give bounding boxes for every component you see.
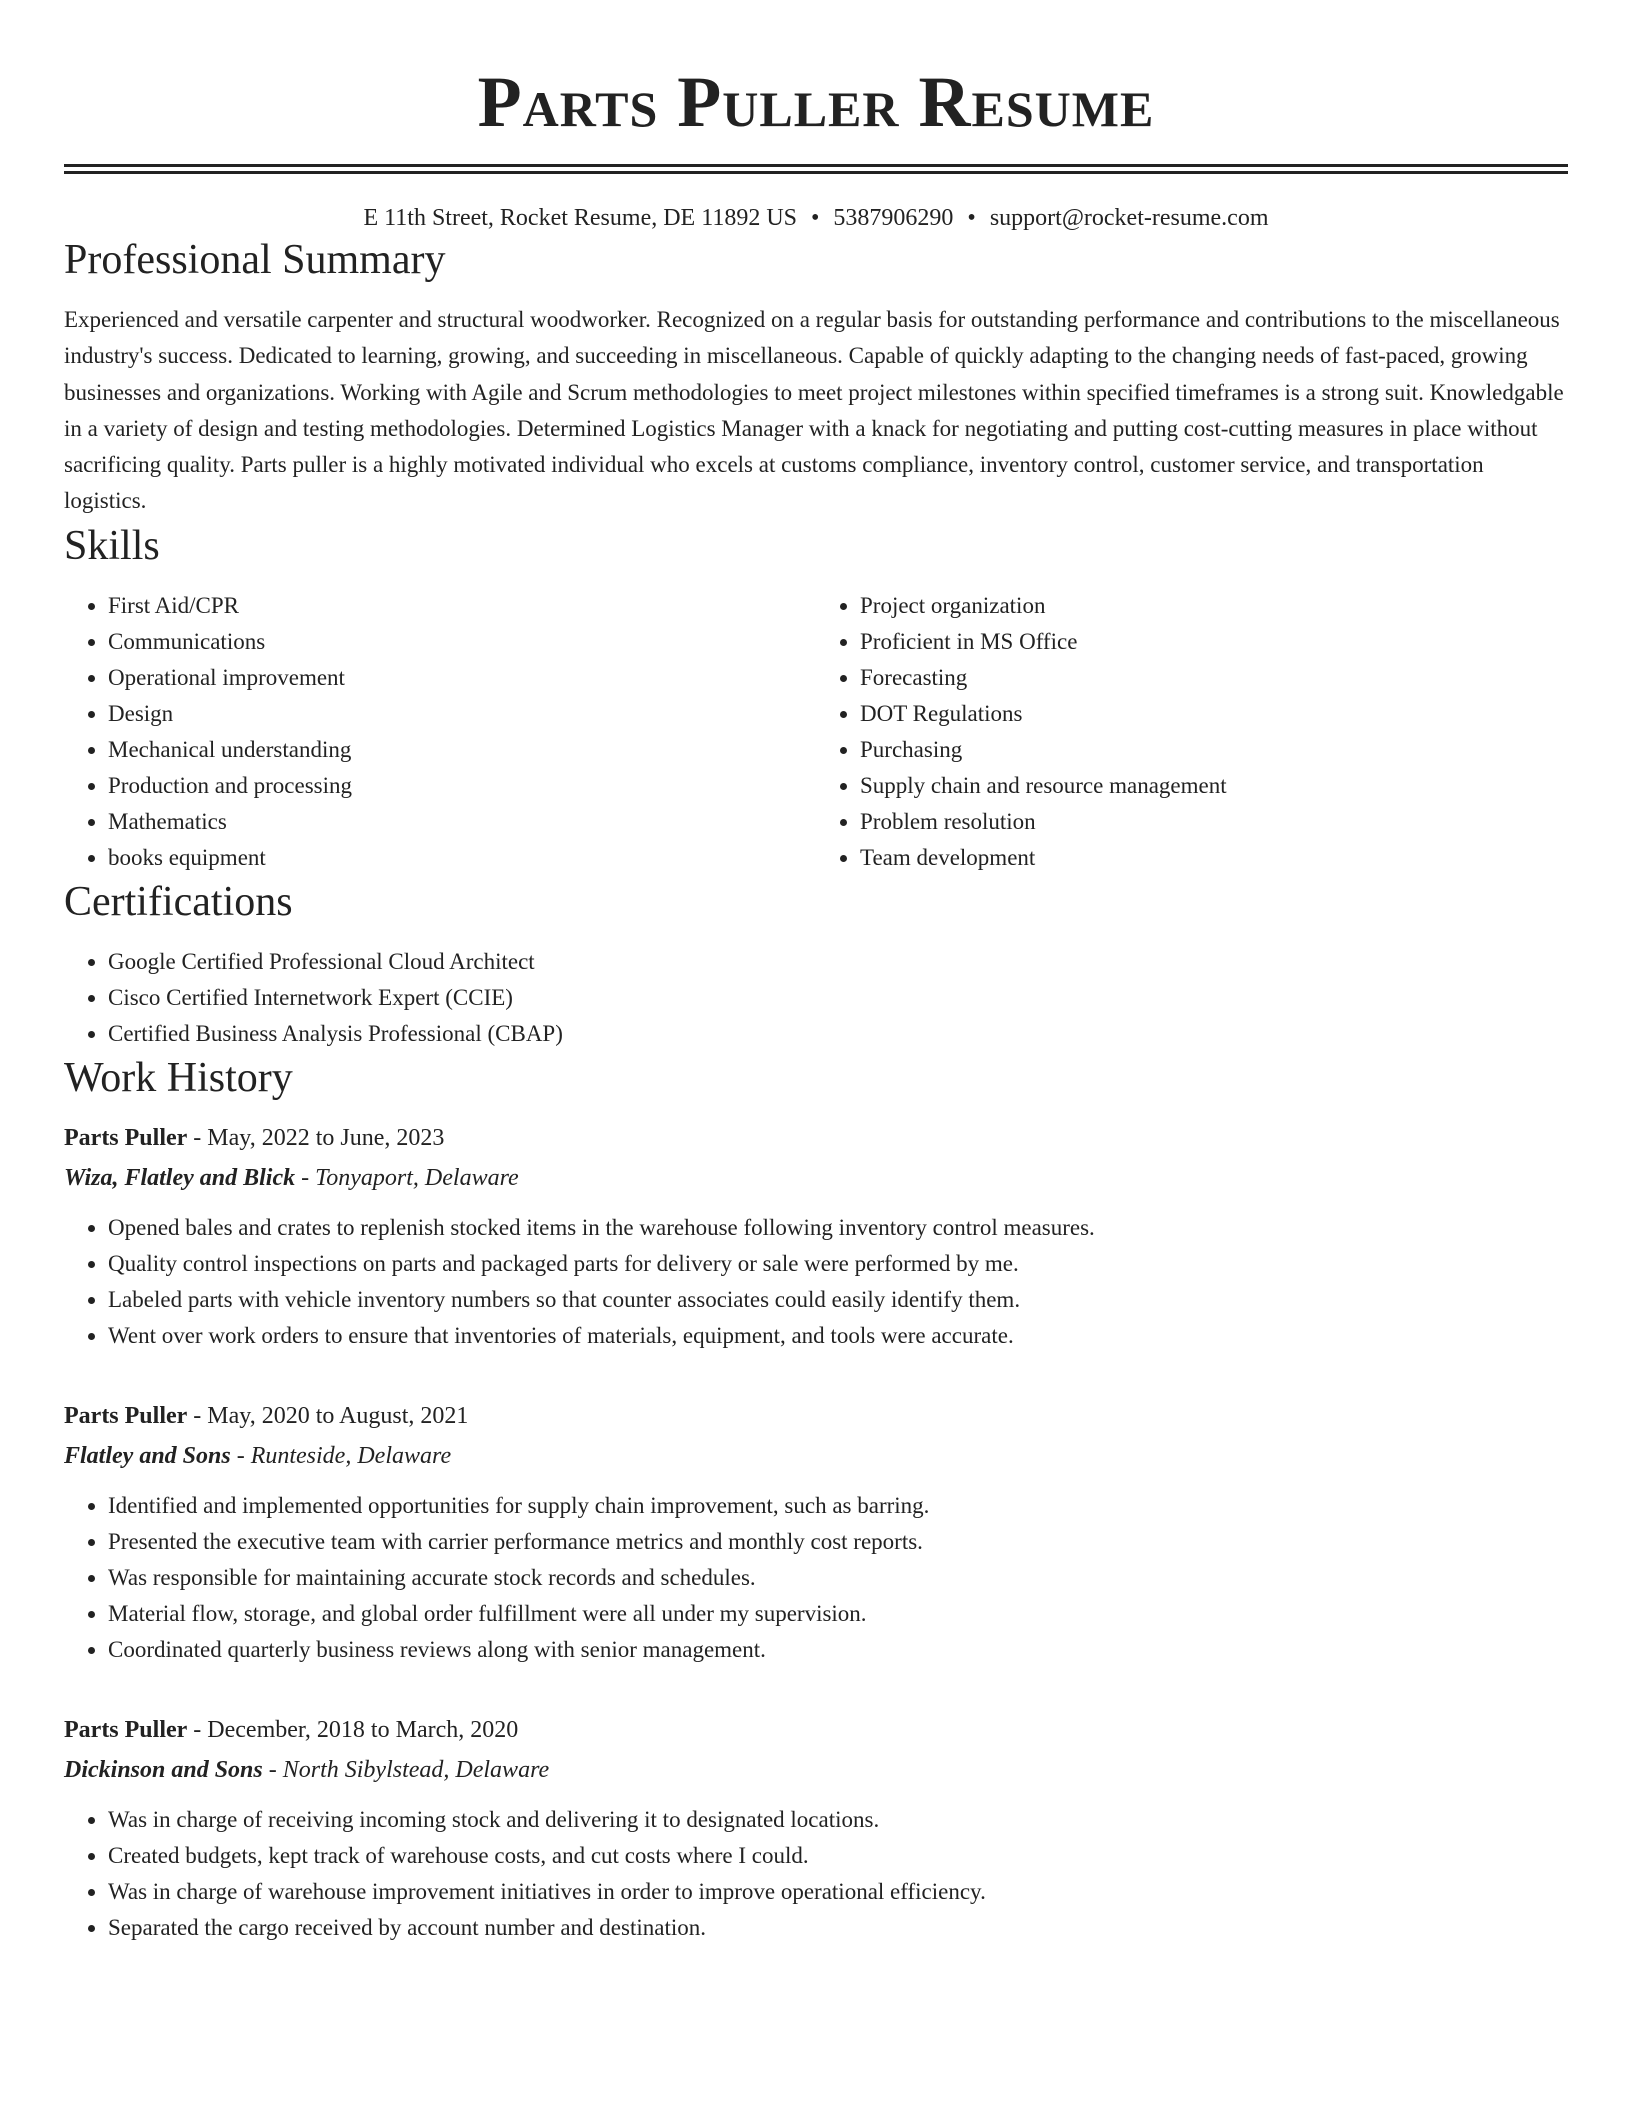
- job-duty: • Material flow, storage, and global order fulfillment were all under my supervision.: [108, 1596, 1568, 1632]
- skills-columns: [64, 588, 1568, 876]
- job-duty: • Created budgets, kept track of warehouse costs, and cut costs where I could.: [108, 1838, 1568, 1874]
- job-duty: • Was responsible for maintaining accurate stock records and schedules.: [108, 1560, 1568, 1596]
- job-duty: • Went over work orders to ensure that inventories of materials, equipment, and tools were accurate.: [108, 1318, 1568, 1354]
- job-duty: • Separated the cargo received by account number and destination.: [108, 1910, 1568, 1946]
- job-dates: - December, 2018 to March, 2020: [187, 1716, 519, 1743]
- job-duty: • Identified and implemented opportunities for supply chain improvement, such as barring.: [108, 1488, 1568, 1524]
- job-duty: • Was in charge of receiving incoming stock and delivering it to designated locations.: [108, 1802, 1568, 1838]
- summary-heading: Professional Summary: [64, 237, 446, 283]
- job-header: [64, 1710, 1568, 1750]
- job-company-line: [64, 1158, 1568, 1198]
- skills-heading: Skills: [64, 522, 160, 569]
- job-title: Parts Puller: [64, 1124, 188, 1151]
- resume-title: Parts Puller Resume: [477, 62, 1155, 142]
- certification-item: • Google Certified Professional Cloud Architect: [108, 944, 1568, 980]
- job-header: [64, 1396, 1568, 1436]
- skill-item: • DOT Regulations: [860, 696, 1568, 732]
- job-duty: • Was in charge of warehouse improvement initiatives in order to improve operational efficiency.: [108, 1874, 1568, 1910]
- contact-address: E 11th Street, Rocket Resume, DE 11892 US: [363, 205, 797, 231]
- job-dates: - May, 2020 to August, 2021: [187, 1402, 469, 1429]
- certification-item: • Certified Business Analysis Professional (CBAP): [108, 1016, 1568, 1052]
- skill-item: • Production and processing: [108, 768, 816, 804]
- skill-item: • Team development: [860, 840, 1568, 876]
- job-duty: • Presented the executive team with carrier performance metrics and monthly cost reports.: [108, 1524, 1568, 1560]
- job-company: Flatley and Sons: [64, 1442, 231, 1469]
- contact-phone: 5387906290: [833, 205, 954, 231]
- job-duties-list: [64, 1802, 1568, 1946]
- job-company: Wiza, Flatley and Blick: [64, 1164, 296, 1191]
- job-duty: • Coordinated quarterly business reviews along with senior management.: [108, 1632, 1568, 1668]
- skill-item: • Supply chain and resource management: [860, 768, 1568, 804]
- job-duty: • Quality control inspections on parts and packaged parts for delivery or sale were performed by me.: [108, 1246, 1568, 1282]
- work-history-heading: Work History: [64, 1054, 293, 1101]
- skill-item: • Design: [108, 696, 816, 732]
- contact-line: [64, 202, 1568, 234]
- job-title: Parts Puller: [64, 1716, 188, 1743]
- certifications-list: [64, 944, 1568, 1052]
- job-duties-list: [64, 1488, 1568, 1668]
- skill-item: • Forecasting: [860, 660, 1568, 696]
- skills-list-left: [64, 588, 816, 876]
- job-location: - Runteside, Delaware: [230, 1442, 452, 1469]
- job-duty: • Opened bales and crates to replenish stocked items in the warehouse following inventory control measures.: [108, 1210, 1568, 1246]
- skill-item: • Project organization: [860, 588, 1568, 624]
- job-company-line: [64, 1436, 1568, 1476]
- summary-text: Experienced and versatile carpenter and structural woodworker. Recognized on a regular basis for outstanding performance and contributions to the miscellaneous industry's success. Dedicated to learning, growing, and succeeding in miscellaneous. Capable of quickly adapting to the changing needs of fast-paced, growing businesses and organizations. Working with Agile and Scrum methodologies to meet project milestones within specified timeframes is a strong suit. Knowledgable in a variety of design and testing methodologies. Determined Logistics Manager with a knack for negotiating and putting cost-cutting measures in place without sacrificing quality. Parts puller is a highly motivated individual who excels at customs compliance, inventory control, customer service, and transportation logistics.: [64, 307, 1564, 514]
- skills-list-right: [816, 588, 1568, 876]
- skill-item: • Problem resolution: [860, 804, 1568, 840]
- job-header: [64, 1118, 1568, 1158]
- job-duty: • Labeled parts with vehicle inventory numbers so that counter associates could easily identify them.: [108, 1282, 1568, 1318]
- title-double-rule: [64, 164, 1568, 174]
- skill-item: • Mathematics: [108, 804, 816, 840]
- contact-separator: •: [967, 205, 976, 231]
- skill-item: • books equipment: [108, 840, 816, 876]
- skill-item: • Mechanical understanding: [108, 732, 816, 768]
- job-duties-list: [64, 1210, 1568, 1354]
- certification-item: • Cisco Certified Internetwork Expert (CCIE): [108, 980, 1568, 1016]
- job-dates: - May, 2022 to June, 2023: [187, 1124, 445, 1151]
- job-location: - North Sibylstead, Delaware: [262, 1756, 550, 1783]
- job-title: Parts Puller: [64, 1402, 188, 1429]
- skill-item: • Operational improvement: [108, 660, 816, 696]
- skill-item: • Communications: [108, 624, 816, 660]
- certifications-heading: Certifications: [64, 878, 293, 925]
- skill-item: • Proficient in MS Office: [860, 624, 1568, 660]
- job-company: Dickinson and Sons: [64, 1756, 263, 1783]
- contact-separator: •: [811, 205, 820, 231]
- skill-item: • First Aid/CPR: [108, 588, 816, 624]
- job-company-line: [64, 1750, 1568, 1790]
- job-location: - Tonyaport, Delaware: [295, 1164, 519, 1191]
- skill-item: • Purchasing: [860, 732, 1568, 768]
- contact-email: support@rocket-resume.com: [989, 205, 1269, 231]
